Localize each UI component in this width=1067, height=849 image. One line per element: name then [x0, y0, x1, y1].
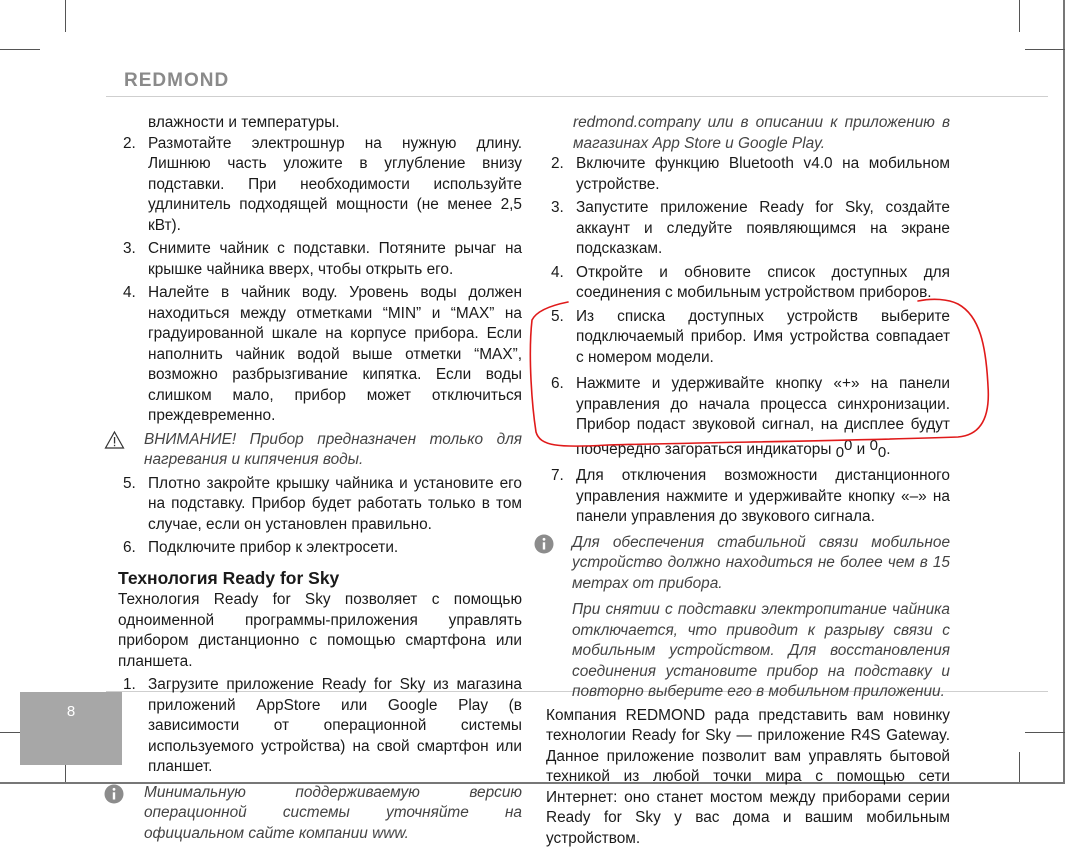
item-text: Из списка доступных устройств выберите подключаемый прибор. Имя устройства совпадает с номером модели. — [576, 308, 950, 366]
item-number: 5. — [123, 474, 136, 495]
info-text: При снятии с подставки электропитание чайника отключается, что приводит к разрыву связи с мобильным устройством. Для восстановления соединения установите прибор на подставку и повторно выберите его в мобильном приложении. — [572, 601, 950, 700]
item-text: Налейте в чайник воду. Уровень воды должен находиться между отметками “MIN” и “MAX” на градуированной шкале на корпусе прибора. Если наполнить чайник водой выше отметки “MAX”, возможно разбрызгивание кипятка. Если воды слишком мало, прибор может отключиться преждевременно. — [148, 284, 522, 424]
closing-paragraph: Компания REDMOND рада представить вам новинку технологии Ready for Sky — приложение R4S Gateway. Данное приложение позволит вам управлять бытовой техникой из любой точки мира с помощью сети Интернет: оно станет мостом между приборами серии Ready for Sky у вас дома и вашим мобильным устройством. — [546, 706, 950, 849]
list-item — [118, 239, 522, 280]
crop-mark-top-left-v — [65, 0, 66, 32]
list-item — [118, 474, 522, 536]
list-item — [118, 283, 522, 427]
item-number: 7. — [551, 466, 564, 487]
indicator-glyph: 0 — [870, 437, 878, 454]
item-text: Загрузите приложение Ready for Sky из магазина приложений AppStore или Google Play (в зависимости от операционной системы используемого устройства) на свой смартфон или планшет. — [148, 676, 522, 775]
item-text: Нажмите и удерживайте кнопку «+» на панели управления до начала процесса синхронизации. Прибор подаст звуковой сигнал, на дисплее будут поочередно загораться индикаторы — [576, 375, 950, 458]
red-annotation-loop — [528, 296, 993, 450]
item-number: 1. — [123, 675, 136, 696]
crop-mark-top-right-v — [1019, 0, 1020, 32]
item-number: 3. — [551, 198, 564, 219]
info-text: Минимальную поддерживаемую версию операционной системы уточняйте на официальном сайте компании www. — [144, 784, 522, 842]
item-text: Подключите прибор к электросети. — [148, 539, 398, 556]
list-item — [118, 675, 522, 778]
item-text: Для отключения возможности дистанционного управления нажмите и удерживайте кнопку «–» на панели управления до звукового сигнала. — [576, 467, 950, 525]
indicator-glyph: 0 — [844, 437, 852, 454]
item-text: Снимите чайник с подставки. Потяните рычаг на крышке чайника вверх, чтобы открыть его. — [148, 240, 522, 278]
crop-mark-top-right-h — [1025, 49, 1065, 50]
item-text: Запустите приложение Ready for Sky, создайте аккаунт и следуйте появляющимся на экране подсказкам. — [576, 199, 950, 257]
left-column — [118, 113, 522, 847]
item-text: Размотайте электрошнур на нужную длину. Лишнюю часть уложите в углубление внизу подставки. При необходимости используйте удлинитель подходящей мощности (не менее 2,5 кВт). — [148, 135, 522, 234]
list-item — [546, 198, 950, 260]
item-number: 6. — [123, 538, 136, 559]
indicator-glyph: 0 — [878, 444, 886, 461]
item-text: Включите функцию Bluetooth v4.0 на мобильном устройстве. — [576, 155, 950, 193]
info-text: Для обеспечения стабильной связи мобильное устройство должно находиться не более чем в 15 метрах от прибора. — [572, 534, 950, 592]
list-item — [546, 154, 950, 195]
crop-mark-bottom-right-v — [1019, 752, 1020, 782]
item-number: 6. — [551, 374, 564, 395]
page-number-tab — [20, 692, 122, 765]
list-item — [118, 538, 522, 559]
continued-info-note: redmond.company или в описании к приложению в магазинах App Store и Google Play. — [546, 113, 950, 154]
info-note — [534, 533, 950, 595]
item-text: Плотно закройте крышку чайника и установите его на подставку. Прибор будет работать только в том случае, если он установлен правильно. — [148, 475, 522, 533]
info-icon — [104, 784, 124, 804]
crop-mark-top-left-h — [0, 49, 40, 50]
list-item — [546, 466, 950, 528]
item-number: 3. — [123, 239, 136, 260]
item-number: 4. — [551, 263, 564, 284]
indicator-glyph: 0 — [836, 444, 844, 461]
item-number: 2. — [123, 134, 136, 155]
list-item: 6. Нажмите и удерживайте кнопку «+» на панели управления до начала процесса синхронизации. Прибор подаст звуковой сигнал, на дисплее будут поочередно загораться индикаторы 00 и 00. — [546, 374, 950, 463]
section-heading: Технология Ready for Sky — [118, 568, 522, 589]
info-note — [104, 783, 522, 845]
crop-mark-bottom-right-h — [1025, 732, 1065, 733]
warning-note — [104, 430, 522, 471]
right-column — [546, 113, 950, 849]
list-item — [118, 134, 522, 237]
warning-triangle-icon — [104, 431, 125, 449]
section-intro: Технология Ready for Sky позволяет с помощью одноименной программы-приложения управлять прибором дистанционно с помощью смартфона или планшета. — [118, 590, 522, 672]
item-number: 4. — [123, 283, 136, 304]
item-number: 5. — [551, 307, 564, 328]
redmond-logo: REDMOND — [124, 70, 229, 92]
item-number: 2. — [551, 154, 564, 175]
info-icon — [534, 534, 554, 554]
continued-text: влажности и температуры. — [118, 113, 522, 134]
page-number: 8 — [67, 703, 75, 720]
item-text: Откройте и обновите список доступных для соединения с мобильным устройством приборов. — [576, 264, 950, 302]
header-rule — [106, 96, 1048, 97]
info-note-continued — [546, 600, 950, 703]
conjunction-text: и — [857, 441, 866, 458]
warning-text: ВНИМАНИЕ! Прибор предназначен только для нагревания и кипячения воды. — [144, 431, 522, 469]
